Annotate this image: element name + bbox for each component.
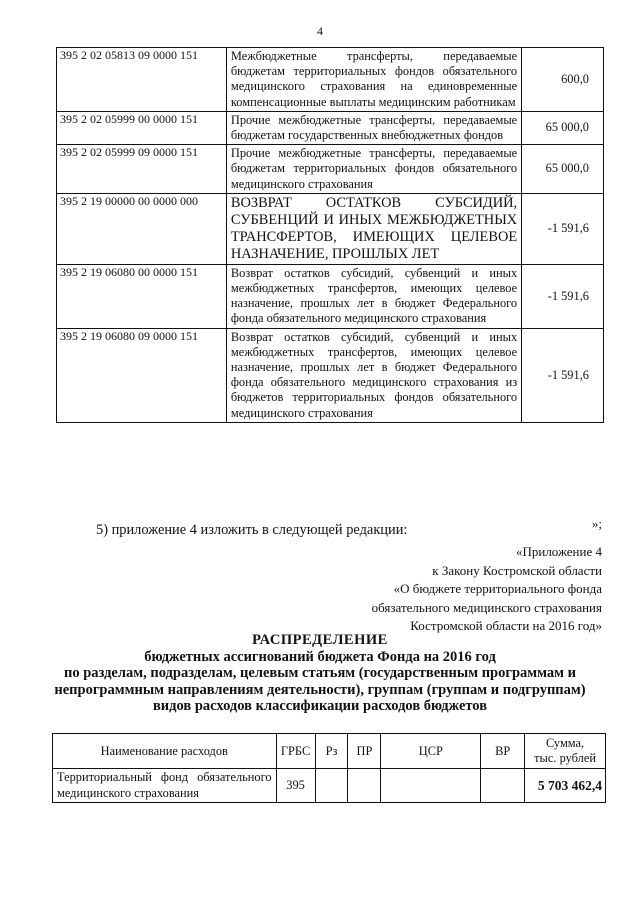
allocation-table: [52, 733, 606, 803]
heading-line: видов расходов классификации расходов бюджетов: [152, 698, 488, 714]
csr-cell: [381, 769, 481, 802]
row-description: Возврат остатков субсидий, субвенций и иных межбюджетных трансфертов, имеющих целевое назначение, прошлых лет в бюджет Федерального фонда обязательного медицинского страхования: [226, 264, 521, 328]
document-heading: [40, 632, 600, 715]
appendix-line: «Приложение 4: [515, 544, 602, 559]
budget-code: 395 2 02 05999 00 0000 151: [57, 111, 227, 144]
row-description: Возврат остатков субсидий, субвенций и иных межбюджетных трансфертов, имеющих целевое назначение, прошлых лет в бюджет Федерального фонда обязательного медицинского страхования из бюджетов территориальных фондов обязательного медицинского страхования: [226, 328, 521, 422]
transfers-table: [56, 47, 604, 423]
row-description: ВОЗВРАТ ОСТАТКОВ СУБСИДИЙ, СУБВЕНЦИЙ И ИНЫХ МЕЖБЮДЖЕТНЫХ ТРАНСФЕРТОВ, ИМЕЮЩИХ ЦЕЛЕВОЕ НАЗНАЧЕНИЕ, ПРОШЛЫХ ЛЕТ: [226, 193, 521, 264]
budget-code: 395 2 19 00000 00 0000 000: [57, 193, 227, 264]
header-csr: ЦСР: [381, 734, 481, 769]
row-amount: 65 000,0: [522, 145, 604, 194]
pr-cell: [348, 769, 381, 802]
appendix-line: Костромской области на 2016 год»: [410, 618, 602, 633]
table-row: [57, 145, 604, 194]
heading-line: бюджетных ассигнований бюджета Фонда на 2016 год: [144, 648, 496, 665]
expense-name: Территориальный фонд обязательного медицинского страхования: [53, 769, 277, 802]
header-pr: ПР: [348, 734, 381, 769]
header-sum-line: Сумма,: [545, 736, 585, 750]
table-row: [57, 193, 604, 264]
heading-title: РАСПРЕДЕЛЕНИЕ: [252, 632, 388, 648]
heading-line: по разделам, подразделам, целевым статьям (государственным программам и: [63, 665, 577, 681]
budget-code: 395 2 19 06080 00 0000 151: [57, 264, 227, 328]
table-row: [57, 264, 604, 328]
header-rz: Рз: [315, 734, 348, 769]
header-name: Наименование расходов: [53, 734, 277, 769]
table-header-row: [53, 734, 606, 769]
appendix-line: к Закону Костромской области: [432, 562, 602, 578]
budget-code: 395 2 02 05999 09 0000 151: [57, 145, 227, 194]
vr-cell: [481, 769, 525, 802]
grbs-cell: 395: [276, 769, 315, 802]
appendix-line: «О бюджете территориального фонда: [393, 581, 602, 596]
table-row: [57, 48, 604, 112]
row-amount: 65 000,0: [522, 111, 604, 144]
sum-cell: 5 703 462,4: [525, 769, 606, 802]
row-description: Прочие межбюджетные трансферты, передаваемые бюджетам территориальных фондов обязательного медицинского страхования: [226, 145, 521, 194]
closing-quote: »;: [591, 516, 602, 531]
budget-code: 395 2 02 05813 09 0000 151: [57, 48, 227, 112]
table-row: [53, 769, 606, 802]
appendix-caption: [372, 543, 602, 636]
table-row: [57, 111, 604, 144]
table-row: [57, 328, 604, 422]
header-vr: ВР: [481, 734, 525, 769]
header-grbs: ГРБС: [276, 734, 315, 769]
header-sum-line: тыс. рублей: [534, 751, 596, 766]
heading-line: непрограммным направлениям деятельности), группам (группам и подгруппам): [54, 681, 586, 698]
rz-cell: [315, 769, 348, 802]
header-sum: [525, 734, 606, 769]
row-amount: 600,0: [522, 48, 604, 112]
budget-code: 395 2 19 06080 09 0000 151: [57, 328, 227, 422]
row-amount: -1 591,6: [522, 328, 604, 422]
row-amount: -1 591,6: [522, 193, 604, 264]
amendment-text: 5) приложение 4 изложить в следующей редакции:: [96, 522, 408, 538]
row-description: Прочие межбюджетные трансферты, передаваемые бюджетам государственных внебюджетных фондов: [226, 111, 521, 144]
appendix-line: обязательного медицинского страхования: [371, 599, 602, 615]
row-description: Межбюджетные трансферты, передаваемые бюджетам территориальных фондов обязательного медицинского страхования на единовременные компенсационные выплаты медицинским работникам: [226, 48, 521, 112]
row-amount: -1 591,6: [522, 264, 604, 328]
page-number: 4: [317, 24, 323, 38]
